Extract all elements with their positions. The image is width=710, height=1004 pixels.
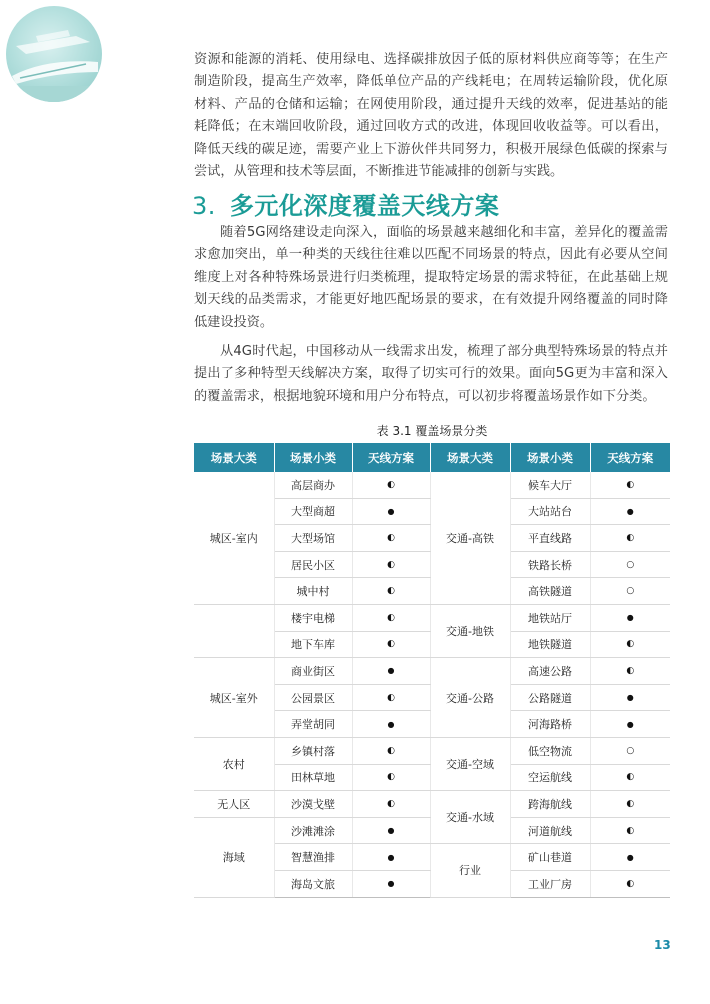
left-sub-cell: 沙漠戈壁	[274, 791, 352, 818]
right-antenna-symbol: ◐	[590, 817, 670, 844]
section-heading	[192, 186, 499, 221]
table-row	[194, 604, 670, 631]
left-antenna-symbol: ◐	[352, 472, 430, 498]
table-row	[194, 737, 670, 764]
left-category-cell: 农村	[194, 737, 274, 790]
left-sub-cell: 乡镇村落	[274, 737, 352, 764]
left-antenna-symbol: ●	[352, 817, 430, 844]
left-category-cell: 无人区	[194, 791, 274, 818]
left-category-cell: 城区-室内	[194, 472, 274, 604]
right-sub-cell: 高速公路	[510, 658, 590, 685]
intro-paragraph: 资源和能源的消耗、使用绿电、选择碳排放因子低的原材料供应商等等；在生产制造阶段，提高生产效率，降低单位产品的产线耗电；在周转运输阶段，优化原材料、产品的仓储和运输；在网使用阶段，通过提升天线的效率，促进基站的能耗降低；在末端回收阶段，通过回收方式的改进，体现回收收益等。可以看出，降低天线的碳足迹，需要产业上下游伙伴共同努力，积极开展绿色低碳的探索与尝试，从管理和技术等层面，不断推进节能减排的创新与实践。	[194, 52, 668, 180]
header-right-antenna: 天线方案	[590, 443, 670, 472]
left-sub-cell: 高层商办	[274, 472, 352, 498]
right-antenna-symbol: ●	[590, 684, 670, 711]
right-antenna-symbol: ◐	[590, 658, 670, 685]
section-title: 多元化深度覆盖天线方案	[229, 192, 500, 220]
right-antenna-symbol: ◐	[590, 631, 670, 658]
right-sub-cell: 河海路桥	[510, 711, 590, 738]
left-sub-cell: 田林草地	[274, 764, 352, 791]
left-antenna-symbol: ●	[352, 498, 430, 525]
right-sub-cell: 高铁隧道	[510, 578, 590, 605]
right-antenna-symbol: ○	[590, 551, 670, 578]
right-antenna-symbol: ○	[590, 737, 670, 764]
left-antenna-symbol: ◐	[352, 551, 430, 578]
left-antenna-symbol: ◐	[352, 737, 430, 764]
body-paragraph-1: 随着5G网络建设走向深入，面临的场景越来越细化和丰富，差异化的覆盖需求愈加突出，单一种类的天线往往难以匹配不同场景的特点，因此有必要从空间维度上对各种特殊场景进行归类梳理，提取特定场景的需求特征，在此基础上规划天线的品类需求，才能更好地匹配场景的要求，在有效提升网络覆盖的同时降低建设投资。	[194, 225, 668, 330]
left-sub-cell: 楼宇电梯	[274, 604, 352, 631]
page-number: 13	[654, 938, 671, 952]
right-sub-cell: 候车大厅	[510, 472, 590, 498]
header-right-category: 场景大类	[430, 443, 510, 472]
table-caption: 表 3.1 覆盖场景分类	[376, 424, 488, 438]
high-speed-train-and-ship-logo	[6, 6, 102, 102]
left-sub-cell: 弄堂胡同	[274, 711, 352, 738]
table-row	[194, 658, 670, 685]
left-category-cell: 城区-室外	[194, 658, 274, 738]
right-sub-cell: 跨海航线	[510, 791, 590, 818]
right-antenna-symbol: ◐	[590, 791, 670, 818]
left-sub-cell: 地下车库	[274, 631, 352, 658]
right-sub-cell: 低空物流	[510, 737, 590, 764]
right-antenna-symbol: ◐	[590, 472, 670, 498]
coverage-scene-table	[194, 443, 670, 898]
right-category-cell: 交通-地铁	[430, 604, 510, 657]
table-row	[194, 791, 670, 818]
right-sub-cell: 大站站台	[510, 498, 590, 525]
left-sub-cell: 大型商超	[274, 498, 352, 525]
header-left-subcategory: 场景小类	[274, 443, 352, 472]
right-sub-cell: 地铁站厅	[510, 604, 590, 631]
header-left-antenna: 天线方案	[352, 443, 430, 472]
right-sub-cell: 平直线路	[510, 525, 590, 552]
right-antenna-symbol: ●	[590, 711, 670, 738]
right-category-cell: 交通-空域	[430, 737, 510, 790]
right-sub-cell: 矿山巷道	[510, 844, 590, 871]
left-antenna-symbol: ●	[352, 711, 430, 738]
right-sub-cell: 铁路长桥	[510, 551, 590, 578]
right-antenna-symbol: ●	[590, 844, 670, 871]
left-sub-cell: 居民小区	[274, 551, 352, 578]
right-antenna-symbol: ◐	[590, 525, 670, 552]
table-row	[194, 472, 670, 498]
header-left-category: 场景大类	[194, 443, 274, 472]
left-antenna-symbol: ●	[352, 658, 430, 685]
left-category-cell: 海域	[194, 817, 274, 897]
left-antenna-symbol: ◐	[352, 684, 430, 711]
right-category-cell: 交通-水域	[430, 791, 510, 844]
left-sub-cell: 智慧渔排	[274, 844, 352, 871]
left-sub-cell: 沙滩滩涂	[274, 817, 352, 844]
right-antenna-symbol: ◐	[590, 870, 670, 897]
right-antenna-symbol: ◐	[590, 764, 670, 791]
header-right-subcategory: 场景小类	[510, 443, 590, 472]
left-antenna-symbol: ●	[352, 870, 430, 897]
left-antenna-symbol: ◐	[352, 604, 430, 631]
left-antenna-symbol: ◐	[352, 525, 430, 552]
left-antenna-symbol: ◐	[352, 791, 430, 818]
left-category-cell	[194, 604, 274, 657]
left-sub-cell: 商业街区	[274, 658, 352, 685]
left-antenna-symbol: ◐	[352, 578, 430, 605]
right-category-cell: 交通-公路	[430, 658, 510, 738]
left-sub-cell: 海岛文旅	[274, 870, 352, 897]
right-category-cell: 行业	[430, 844, 510, 897]
right-sub-cell: 空运航线	[510, 764, 590, 791]
right-antenna-symbol: ○	[590, 578, 670, 605]
right-sub-cell: 公路隧道	[510, 684, 590, 711]
section-number: 3.	[192, 192, 216, 220]
left-antenna-symbol: ◐	[352, 631, 430, 658]
left-antenna-symbol: ◐	[352, 764, 430, 791]
left-antenna-symbol: ●	[352, 844, 430, 871]
right-category-cell: 交通-高铁	[430, 472, 510, 604]
left-sub-cell: 大型场馆	[274, 525, 352, 552]
right-sub-cell: 河道航线	[510, 817, 590, 844]
left-sub-cell: 公园景区	[274, 684, 352, 711]
body-paragraph-2: 从4G时代起，中国移动从一线需求出发，梳理了部分典型特殊场景的特点并提出了多种特型天线解决方案，取得了切实可行的效果。面向5G更为丰富和深入的覆盖需求，根据地貌环境和用户分布特点，可以初步将覆盖场景作如下分类。	[194, 344, 668, 404]
right-antenna-symbol: ●	[590, 604, 670, 631]
table-header-row	[194, 443, 670, 472]
left-sub-cell: 城中村	[274, 578, 352, 605]
right-sub-cell: 地铁隧道	[510, 631, 590, 658]
right-antenna-symbol: ●	[590, 498, 670, 525]
right-sub-cell: 工业厂房	[510, 870, 590, 897]
